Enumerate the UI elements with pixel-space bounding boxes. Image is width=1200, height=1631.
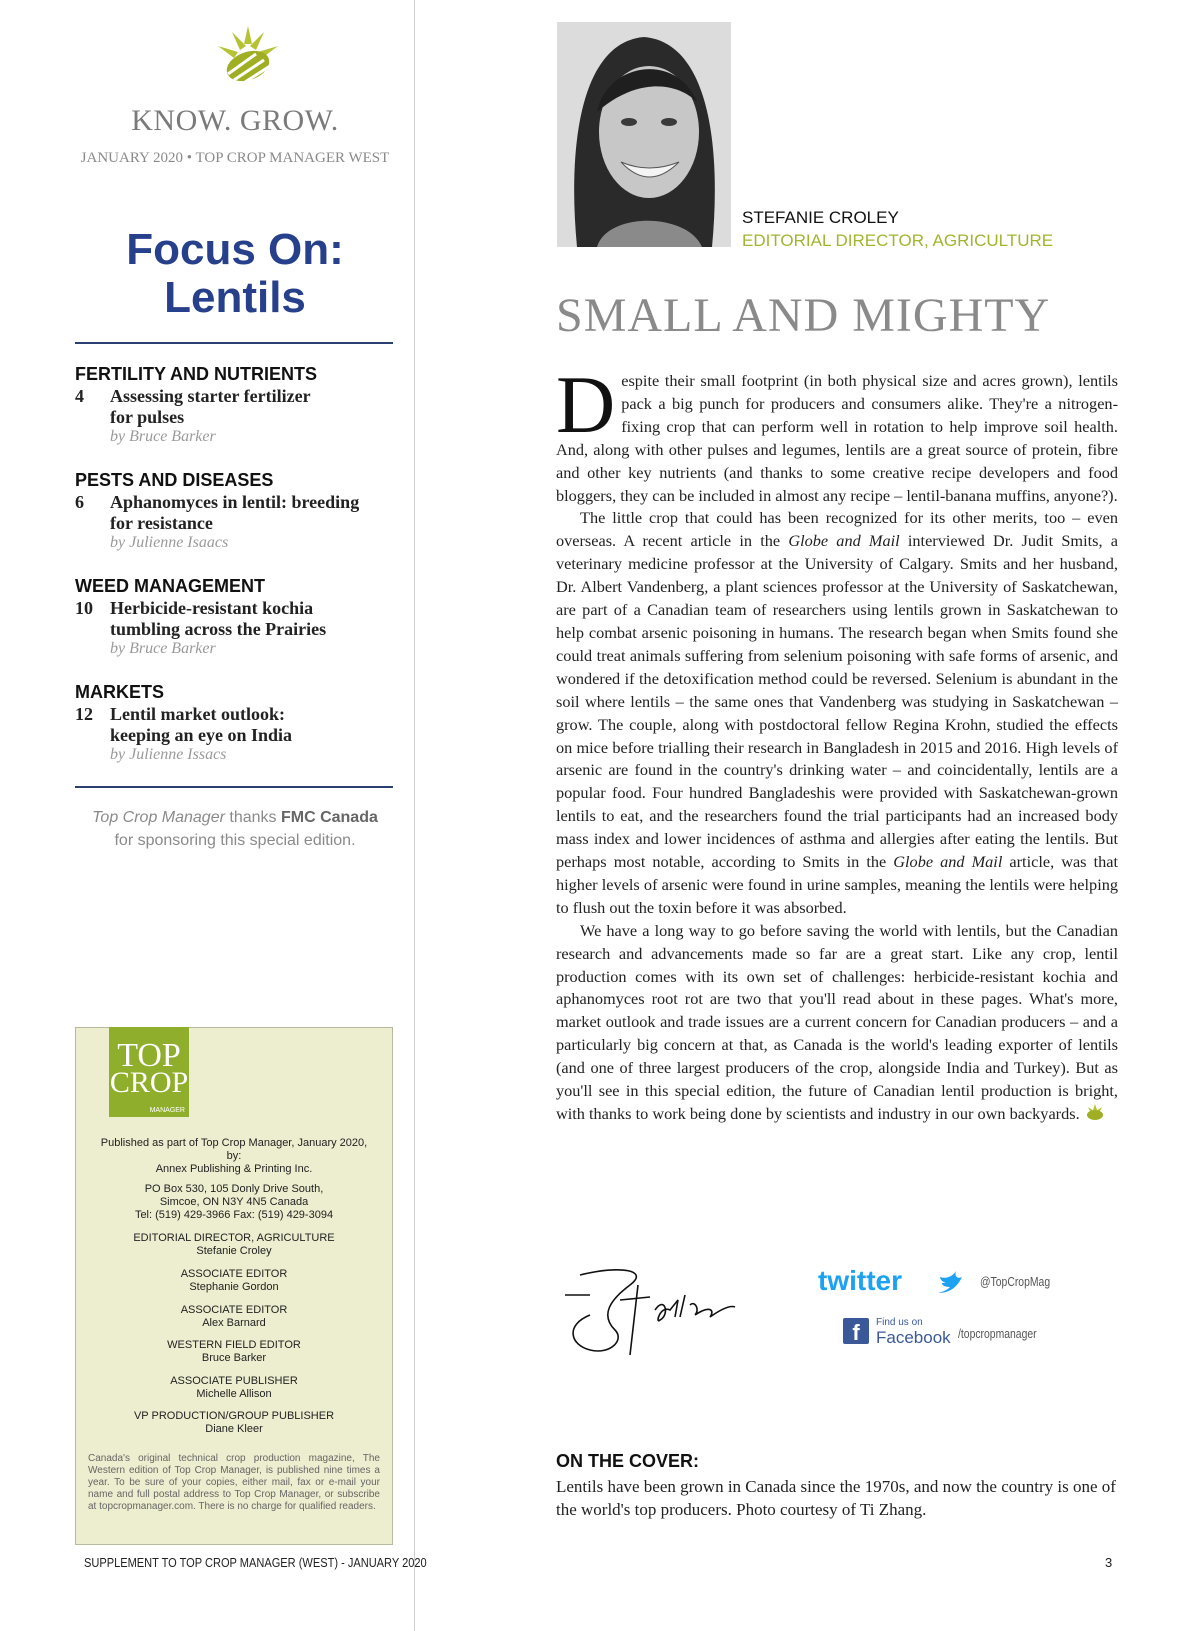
thanks-sponsor: FMC Canada	[280, 809, 378, 826]
logo-crop-text: CROP	[109, 1066, 189, 1099]
author-portrait-icon	[557, 22, 731, 247]
tagline: KNOW. GROW.	[131, 104, 339, 137]
facebook-find-us: Find us on	[876, 1317, 923, 1328]
masthead-staff	[80, 1232, 388, 1258]
staff-name: Bruce Barker	[201, 1352, 267, 1364]
toc-entry-title-line: for pulses	[110, 407, 185, 427]
logo-manager-text: MANAGER	[149, 1107, 185, 1114]
staff-role: VP PRODUCTION/GROUP PUBLISHER	[133, 1410, 335, 1422]
toc-entry-author: by Bruce Barker	[110, 640, 216, 657]
masthead-line: Simcoe, ON N3Y 4N5 Canada	[159, 1196, 309, 1208]
facebook-icon[interactable]: f	[843, 1318, 869, 1344]
wheat-end-mark-icon	[1084, 1103, 1106, 1121]
staff-name: Michelle Allison	[196, 1388, 272, 1400]
toc-entry-author: by Julienne Issacs	[110, 746, 227, 763]
issue-line: JANUARY 2020 • TOP CROP MANAGER WEST	[80, 150, 390, 166]
cover-heading: ON THE COVER:	[556, 1451, 700, 1471]
author-name: STEFANIE CROLEY	[742, 208, 899, 227]
toc-entry-title-line: for resistance	[110, 513, 213, 533]
article-paragraph	[556, 359, 1118, 507]
sponsor-thanks	[70, 806, 400, 852]
paragraph-text: interviewed Dr. Judit Smits, a veterinary medicine professor at the University of Calgary. Smits and her husband, Dr. Albert Vandenberg, a plant sciences professor at the University of Saskatchewan, are part of a Canadian team of researchers using lentils grown in Saskatchewan to help combat arsenic poisoning in humans. The research began when Smits found she could treat animals suffering from selenium poisoning with safe forms of arsenic, and wondered if the detoxification method could be reversed. Selenium is abundant in the soil where lentils – the same ones that Vandenberg was studying in Saskatchewan – grow. The couple, along with postdoctoral fellow Regina Krohn, studied the effects on mice before trialling their research in Bangladesh in 2015 and 2016. High levels of arsenic are found in the country's drinking water – and coincidentally, lentils are a popular food. Four hundred Bangladeshis were provided with Saskatchewan-grown lentils to eat, and the researchers found the trial participants had an increased body mass index and lower incidences of asthma and allergies after eating the lentils. But perhaps most notable, according to Smits in the	[556, 531, 1118, 872]
toc-page-number[interactable]: 12	[75, 704, 93, 724]
staff-role: ASSOCIATE EDITOR	[180, 1304, 288, 1316]
staff-name: Stefanie Croley	[196, 1245, 272, 1257]
drop-cap: D	[556, 359, 616, 450]
toc-entry-title-line: Aphanomyces in lentil: breeding	[110, 492, 360, 512]
toc-top-rule	[75, 342, 393, 344]
top-crop-manager-logo	[109, 1027, 189, 1117]
article-headline: SMALL AND MIGHTY	[556, 289, 1051, 342]
staff-name: Stephanie Gordon	[189, 1281, 279, 1293]
staff-role: ASSOCIATE PUBLISHER	[170, 1375, 298, 1387]
column-divider	[414, 0, 415, 1631]
paragraph-text: article, was that higher levels of arsenic were found in urine samples, meaning the lentils were helping to flush out the toxin before it was absorbed.	[556, 852, 1118, 917]
thanks-publication: Top Crop Manager	[92, 809, 225, 826]
masthead-note: Canada's original technical crop production magazine, The Western edition of Top Crop Manager, is published nine times a year. To be sure of your copies, either mail, fax or e-mail your name and full postal address to Top Crop Manager, or subscribe at topcropmanager.com. There is no charge for qualified readers.	[88, 1453, 380, 1512]
toc-section-heading: MARKETS	[75, 682, 164, 702]
signature-icon	[560, 1255, 740, 1365]
publication-name: Globe and Mail	[788, 531, 900, 551]
toc-entry-title-line: keeping an eye on India	[110, 725, 293, 745]
toc-section-heading: FERTILITY AND NUTRIENTS	[75, 364, 317, 384]
toc-entry-title[interactable]	[110, 704, 400, 746]
staff-role: ASSOCIATE EDITOR	[180, 1268, 288, 1280]
staff-role: EDITORIAL DIRECTOR, AGRICULTURE	[133, 1232, 335, 1244]
paragraph-text: espite their small footprint (in both physical size and acres grown), lentils pack a big punch for producers and consumers alike. They're a nitrogen-fixing crop that can perform well in rotation to help improve soil health. And, along with other pulses and legumes, lentils are a great source of protein, fibre and other key nutrients (and thanks to some creative recipe developers and food bloggers, they can be included in almost any recipe – lentil-banana muffins, anyone?).	[556, 371, 1118, 505]
toc-entry-title[interactable]	[110, 492, 400, 534]
author-role: EDITORIAL DIRECTOR, AGRICULTURE	[742, 231, 1054, 250]
twitter-handle[interactable]: @TopCropMag	[980, 1274, 1051, 1289]
toc-section-heading: WEED MANAGEMENT	[75, 576, 265, 596]
paragraph-text: The little crop that could has been recognized for its other merits, too – even overseas. A recent article in the	[556, 508, 1118, 551]
staff-role: WESTERN FIELD EDITOR	[167, 1339, 301, 1351]
toc-section-heading: PESTS AND DISEASES	[75, 470, 274, 490]
toc-entry-title-line: Herbicide-resistant kochia	[110, 598, 314, 618]
logo-top-text: TOP	[117, 1037, 181, 1074]
facebook-wordmark[interactable]: Facebook	[876, 1328, 951, 1347]
article-paragraph	[556, 920, 1118, 1126]
masthead-staff	[80, 1375, 388, 1401]
masthead-line: Published as part of Top Crop Manager, January 2020,	[100, 1137, 368, 1149]
toc-page-number[interactable]: 6	[75, 492, 84, 512]
masthead-address	[80, 1183, 388, 1222]
staff-name: Alex Barnard	[202, 1317, 266, 1329]
masthead-published	[80, 1137, 388, 1176]
footer-supplement-line: SUPPLEMENT TO TOP CROP MANAGER (WEST) - JANUARY 2020	[84, 1555, 427, 1570]
facebook-handle[interactable]: /topcropmanager	[958, 1326, 1037, 1341]
toc-entry-title-line: Assessing starter fertilizer	[110, 386, 311, 406]
focus-title-line-1: Focus On:	[126, 225, 344, 274]
toc-entry-title-line: Lentil market outlook:	[110, 704, 285, 724]
focus-title	[70, 226, 400, 322]
toc-entry-author: by Bruce Barker	[110, 428, 216, 445]
publication-name: Globe and Mail	[893, 852, 1003, 872]
thanks-line-2: for sponsoring this special edition.	[114, 832, 356, 849]
toc-entry-title[interactable]	[110, 598, 400, 640]
staff-name: Diane Kleer	[205, 1423, 263, 1435]
masthead-staff	[80, 1268, 388, 1294]
masthead-line: by:	[226, 1150, 242, 1162]
article-paragraph	[556, 507, 1118, 919]
toc-entry-title-line: tumbling across the Prairies	[110, 619, 327, 639]
masthead-line: Annex Publishing & Printing Inc.	[155, 1163, 313, 1175]
twitter-logo-icon	[818, 1265, 968, 1299]
wheat-logo-icon	[212, 24, 284, 96]
masthead-staff	[80, 1410, 388, 1436]
author-photo	[557, 22, 731, 247]
masthead-staff	[80, 1304, 388, 1330]
toc-entry-title[interactable]	[110, 386, 400, 428]
cover-caption: Lentils have been grown in Canada since the 1970s, and now the country is one of the world's top producers. Photo courtesy of Ti Zhang.	[556, 1477, 1116, 1519]
toc-bottom-rule	[75, 786, 393, 788]
twitter-wordmark: twitter	[818, 1265, 902, 1296]
twitter-link[interactable]	[818, 1265, 968, 1304]
toc-page-number[interactable]: 4	[75, 386, 84, 406]
masthead-line: PO Box 530, 105 Donly Drive South,	[144, 1183, 324, 1195]
masthead-staff	[80, 1339, 388, 1365]
toc-page-number[interactable]: 10	[75, 598, 93, 618]
thanks-mid: thanks	[224, 809, 281, 826]
paragraph-text: We have a long way to go before saving the world with lentils, but the Canadian research and advancements made so far are a great start. Like any crop, lentil production comes with its own set of challenges: herbicide-resistant kochia and aphanomyces root rot are two that you'll read about in these pages. What's more, market outlook and trade issues are a current concern for Canadian producers – and a particularly big concern at that, as Canada is the world's leading exporter of lentils (and one of three largest producers of the crop, alongside India and Turkey). But as you'll see in this special edition, the future of Canadian lentil production is bright, with thanks to work being done by scientists and industry in our own backyards.	[556, 920, 1118, 1123]
focus-title-line-2: Lentils	[164, 273, 306, 322]
page-number: 3	[1105, 1555, 1113, 1570]
article-body	[556, 359, 1118, 1126]
masthead-line: Tel: (519) 429-3966 Fax: (519) 429-3094	[134, 1209, 334, 1221]
toc-entry-author: by Julienne Isaacs	[110, 534, 229, 551]
